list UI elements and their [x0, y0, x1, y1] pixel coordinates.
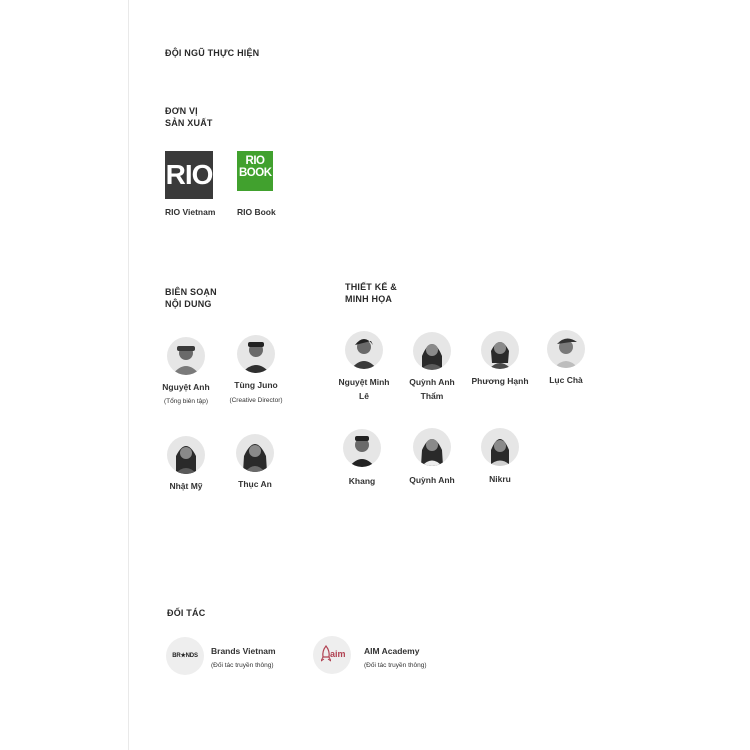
partner-name: Brands Vietnam [211, 646, 276, 656]
brands-vietnam-logo [166, 637, 204, 675]
design-heading-line2: MINH HỌA [345, 294, 393, 304]
avatar-nikru [481, 428, 519, 466]
member-name: Tùng Juno [234, 380, 278, 390]
member-name: Quỳnh Anh [409, 377, 455, 387]
rio-book-logo-text [239, 155, 271, 179]
partners-heading: ĐỐI TÁC [167, 608, 206, 618]
avatar-quynh-anh-tham [413, 332, 451, 370]
avatar-tung-juno [237, 335, 275, 373]
member-role: (Tổng biên tập) [163, 398, 209, 405]
avatar-nguyet-anh [167, 337, 205, 375]
avatar-quynh-anh [413, 428, 451, 466]
avatar-phuong-hanh [481, 331, 519, 369]
book-page [128, 0, 750, 750]
member-name: Thục An [238, 479, 272, 489]
member-name: Phương Hạnh [471, 376, 529, 386]
content-heading-line2: NỘI DUNG [165, 299, 212, 309]
rio-vietnam-logo-text: RIO [165, 159, 213, 190]
member-name: Quỳnh Anh [409, 475, 455, 485]
rio-book-logo [237, 151, 273, 191]
partner-role: (Đối tác truyền thông) [364, 662, 427, 669]
member-name: Nguyệt Minh [338, 377, 390, 387]
partner-role: (Đối tác truyền thông) [211, 662, 274, 669]
rio-book-logo-line1: RIO [245, 155, 265, 167]
design-heading-line1: THIẾT KẾ & [345, 282, 398, 292]
rio-book-name: RIO Book [237, 207, 276, 217]
avatar-khang [343, 429, 381, 467]
member-name: Nhật Mỹ [169, 481, 203, 491]
aim-academy-logo [313, 636, 351, 674]
member-role: (Creative Director) [229, 397, 283, 404]
member-name: Nguyệt Anh [162, 382, 210, 392]
rio-vietnam-name: RIO Vietnam [165, 207, 216, 217]
rio-vietnam-logo [165, 151, 213, 199]
member-name: Thẩm [420, 391, 444, 401]
partner-name: AIM Academy [364, 646, 420, 656]
aim-logo-text: aim [330, 649, 346, 659]
member-name: Khang [348, 476, 376, 486]
rio-book-logo-line2: BOOK [239, 167, 272, 179]
content-heading-line1: BIÊN SOẠN [165, 287, 217, 297]
production-heading-line1: ĐƠN VỊ [165, 106, 198, 116]
page-edge [128, 0, 129, 750]
avatar-luc-cha [547, 330, 585, 368]
member-name: Nikru [489, 474, 511, 484]
production-heading-line2: SẢN XUẤT [165, 118, 213, 128]
avatar-thuc-an [236, 434, 274, 472]
page-title: ĐỘI NGŨ THỰC HIỆN [165, 48, 260, 58]
avatar-nguyet-minh-le [345, 331, 383, 369]
member-name: Lục Chà [549, 375, 583, 385]
brands-vietnam-logo-text: BR★NDS [172, 653, 198, 659]
avatar-nhat-my [167, 436, 205, 474]
member-name: Lê [359, 391, 369, 401]
